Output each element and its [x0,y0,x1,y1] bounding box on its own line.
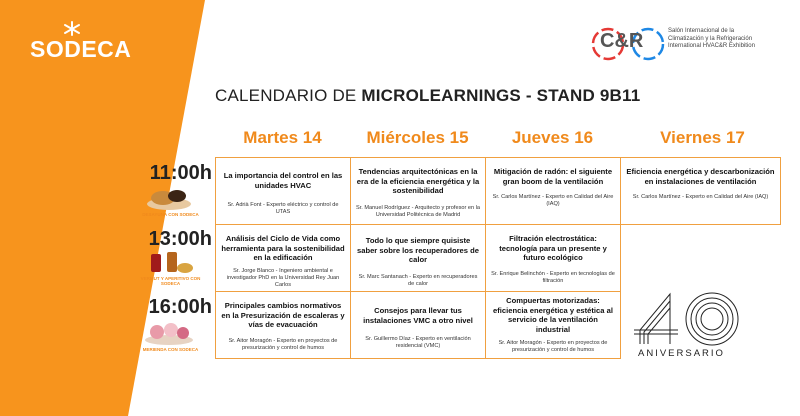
sodeca-logo [30,22,130,60]
session-wed-1600: Consejos para llevar tus instalaciones VMC a otro nivel Sr. Guillermo Díaz - Experto en ventilación residencial (VMC) [350,291,486,359]
forty-outline-icon [630,290,750,348]
session-thu-1600: Compuertas motorizadas: eficiencia energética y estética al servicio de la ventilación industrial Sr. Aitor Moragón - Experto en proyectos de presurización y control de humos [485,291,621,359]
time-slot-2: 13:00h [148,228,212,250]
session-fri-1100: Eficiencia energética y descarbonización en instalaciones de ventilación Sr. Carlos Martínez - Experto en Calidad del Aire (IAQ) [620,157,781,225]
slot-2-caption: VERMUT Y APERITIVO CON SODECA [140,276,201,286]
cr-exhibition-logo [590,22,775,64]
session-thu-1100: Mitigación de radón: el siguiente gran boom de la ventilación Sr. Carlos Martínez - Experto en Calidad del Aire (IAQ) [485,157,621,225]
cr-logo-text: C&R [600,30,644,52]
session-wed-1100: Tendencias arquitectónicas en la era de la eficiencia energética y la sostenibilidad Sr. Manuel Rodríguez - Arquitecto y profesor en la Universidad Politécnica de Madrid [350,157,486,225]
time-slot-3: 16:00h [148,296,212,318]
day-header-wednesday: Miércoles 15 [366,128,469,147]
slot-3-caption: MERIENDA CON SODECA [142,347,199,352]
breakfast-pastry-icon [143,182,195,212]
day-header-tuesday: Martes 14 [243,128,322,147]
slot-1-caption: DESAYUNA CON SODECA [142,212,199,217]
session-wed-1300: Todo lo que siempre quisiste saber sobre los recuperadores de calor Sr. Marc Santanach - Experto en recuperadores de calor [350,224,486,292]
session-tue-1600: Principales cambios normativos en la Presurización de escaleras y vías de evacuación Sr. Aitor Moragón - Experto en proyectos de presurización y control de humos [215,291,351,359]
cr-logo-description: Salón Internacional de la Climatización y la Refrigeración International HVAC&R Exhibition [668,28,755,49]
sodeca-wordmark: SODECA [30,36,132,62]
session-thu-1300: Filtración electrostática: tecnología para un presente y futuro ecológico Sr. Enrique Belinchón - Experto en tecnologías de filtración [485,224,621,292]
anniversary-logo [630,290,750,370]
title-prefix: CALENDARIO DE [215,86,362,105]
vermouth-appetizer-icon [143,246,195,276]
page-title [215,86,640,106]
time-slot-1: 11:00h [149,162,212,184]
day-header-thursday: Jueves 16 [511,128,594,147]
snack-cakes-icon [143,316,195,346]
title-main: MICROLEARNINGS - STAND 9B11 [361,86,641,105]
session-tue-1300: Análisis del Ciclo de Vida como herramienta para la sostenibilidad en la edificación Sr. Jorge Blanco - Ingeniero ambiental e investigador PhD en la Universidad Rey Juan Carlos [215,224,351,292]
anniversary-label: ANIVERSARIO [638,348,725,359]
day-header-friday: Viernes 17 [660,128,745,147]
session-tue-1100: La importancia del control en las unidades HVAC Sr. Adrià Font - Experto eléctrico y control de UTAS [215,157,351,225]
